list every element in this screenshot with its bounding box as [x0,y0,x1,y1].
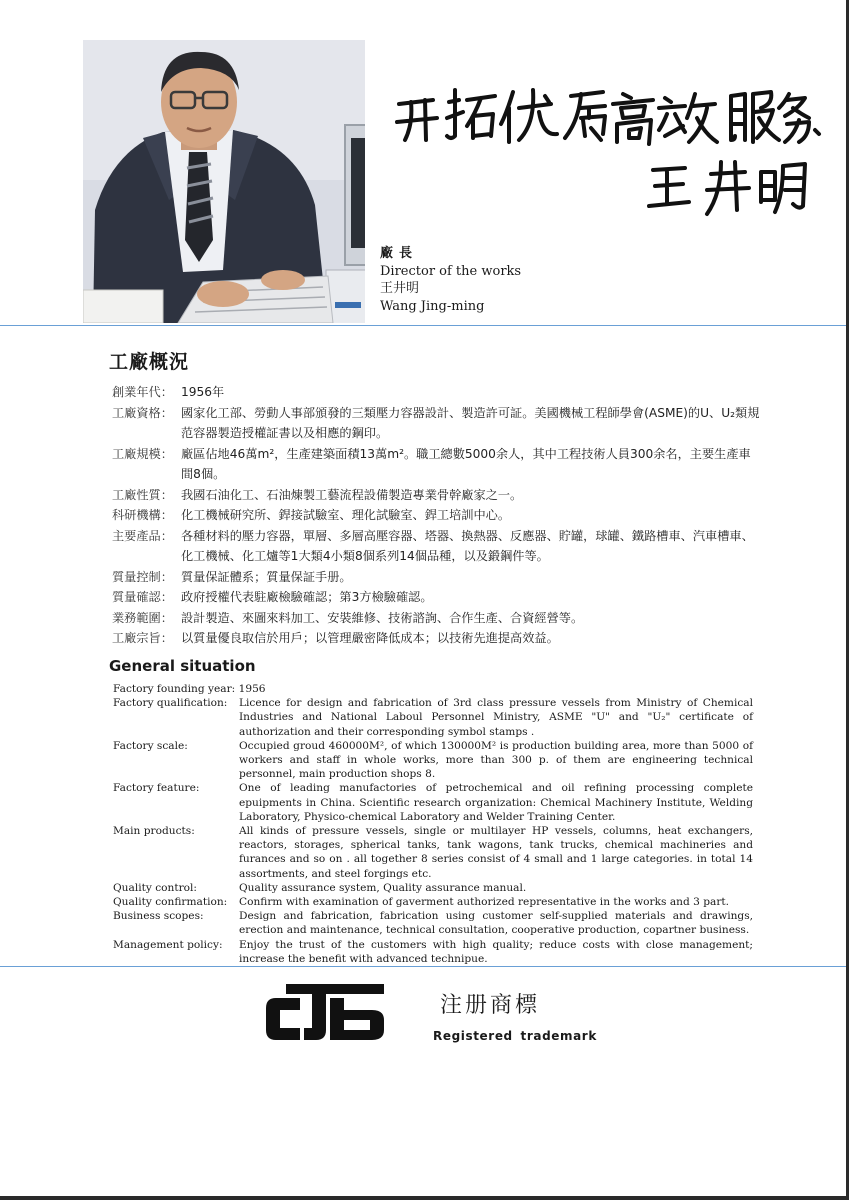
cn-row-label: 科研機構： [112,508,173,522]
trademark-label-zh: 注册商標 [440,993,541,1018]
cn-row-text: 化工機械研究所、銲接試驗室、理化試驗室、銲工培訓中心。 [181,508,511,522]
cn-row-text: 我國石油化工、石油煉製工藝流程設備製造專業骨幹廠家之一。 [181,487,523,502]
en-row-label: Quality control: [113,881,197,894]
cn-row [112,382,762,403]
cn-row-label: 工廠宗旨： [112,631,173,645]
en-row-label: Quality confirmation: [113,896,228,909]
cn-row [112,403,762,444]
en-row [113,739,753,782]
cn-row-label: 工廠規模： [112,446,173,461]
en-row-label: Factory feature: [113,782,200,795]
en-row [113,781,753,824]
signature-strokes [395,78,825,228]
cn-row-text: 廠區佔地46萬m²，生產建築面積13萬m²。職工總數5000余人，其中工程技術人員300余名，主要生產車間8個。 [181,446,751,481]
cn-row [112,587,762,608]
cn-row-label: 質量確認： [112,590,173,604]
bottom-divider [0,966,849,967]
cn-row-text: 質量保証體系；質量保証手册。 [181,569,352,584]
en-row-text: Enjoy the trust of the customers with high quality; reduce costs with close management; increase the benefit with advanced technipue. [239,938,753,965]
en-row-text: All kinds of pressure vessels, single or multilayer HP vessels, columns, heat exchangers, reactors, storages, spherical tanks, tank wagons, tank trucks, chemical machineries and furances and so on . all together 8 series consist of 4 small and 1 large categories. in total 14 assortments, and steel forgings etc. [239,825,753,880]
caption-name-zh: 王井明 [380,281,420,296]
cn-row [112,628,762,649]
director-photo [83,40,365,323]
en-row-label: Factory qualification: [113,697,228,710]
cn-row [112,505,762,526]
cn-row-text: 各種材料的壓力容器，單層、多層高壓容器、塔器、換熱器、反應器、貯罐，球罐、鐵路槽車、汽車槽車、化工機械、化工爐等1大類4小類8個系列14個品種，以及鍛鋼件等。 [181,528,754,563]
top-divider [0,325,849,326]
en-row [113,824,753,881]
en-row [113,909,753,937]
en-row-text: Quality assurance system, Quality assurance manual. [239,881,527,894]
en-row-text: Licence for design and fabrication of 3rd class pressure vessels from Ministry of Chemical Industries and National Laboul Personnel Ministry, ASME "U" and "U₂" certificate of authorization and their corresponding symbol stamps . [239,697,753,738]
en-founding-row [113,682,753,696]
cn-row [112,526,762,567]
en-row [113,938,753,966]
trademark-logo [266,984,384,1042]
director-photo-image [83,40,365,323]
en-row-text: Occupied groud 460000M², of which 130000M² is production building area, more than 5000 of workers and staff in whole works, more than 300 p. of them are engineering technical personnel, main production shops 8. [239,739,753,781]
caption-name-en: Wang Jing-ming [380,298,485,314]
cn-section-heading: 工廠概況 [109,351,190,373]
en-row-text: Confirm with examination of gaverment authorized representative in the works and 3 part. [239,896,730,909]
cn-row-label: 主要產品： [112,528,173,543]
caption-title-zh: 廠長 [380,246,419,261]
en-row [113,895,753,909]
en-founding-text: Factory founding year: 1956 [113,683,266,695]
cn-row [112,567,762,588]
cn-row [112,485,762,506]
cn-row-text: 政府授權代表駐廠檢驗確認；第3方檢驗確認。 [181,590,433,604]
en-row [113,696,753,739]
cn-section-list [112,382,762,649]
cn-row-text: 國家化工部、勞動人事部頒發的三類壓力容器設計、製造許可証。美國機械工程師學會(ASME)的U、U₂類規范容器製造授權証書以及相應的鋼印。 [181,405,760,440]
cn-row [112,608,762,629]
en-row-label: Management policy: [113,938,223,951]
en-row-label: Main products: [113,825,195,838]
cn-row-text: 以質量優良取信於用戶；以管理嚴密降低成本；以技術先進提高效益。 [181,631,559,645]
en-section-heading: General situation [109,657,256,675]
cn-row-label: 工廠資格： [112,405,173,420]
cn-row-label: 工廠性質： [112,487,173,502]
cn-row-label: 創業年代： [112,385,173,399]
caption-title-en: Director of the works [380,263,522,279]
en-row-text: Design and fabrication, fabrication using customer self-supplied materials and drawings, erection and maintenance, technical consultation, cooperative production, copartner business. [239,910,753,937]
director-caption [380,245,521,315]
handwritten-signature [395,78,825,228]
cn-row-label: 質量控制： [112,569,173,584]
en-row-text: One of leading manufactories of petrochemical and oil refining processing complete epuipments in China. Scientific research organization: Chemical Machinery Institute, Welding Laboratory, Physico-chemical Laboratory and Welder Training Center. [239,782,753,823]
cn-row-text: 1956年 [181,385,225,399]
en-row-label: Factory scale: [113,739,188,752]
en-row-label: Business scopes: [113,910,204,923]
trademark-label-en: Registered trademark [433,1029,597,1043]
cn-row-text: 設計製造、來圖來料加工、安裝維修、技術諮詢、合作生產、合資經營等。 [181,610,584,625]
trademark-logo-mark [266,984,384,1042]
cn-row-label: 業務範圍： [112,610,173,625]
cn-row [112,444,762,485]
en-row [113,881,753,895]
en-section-list [113,682,753,966]
